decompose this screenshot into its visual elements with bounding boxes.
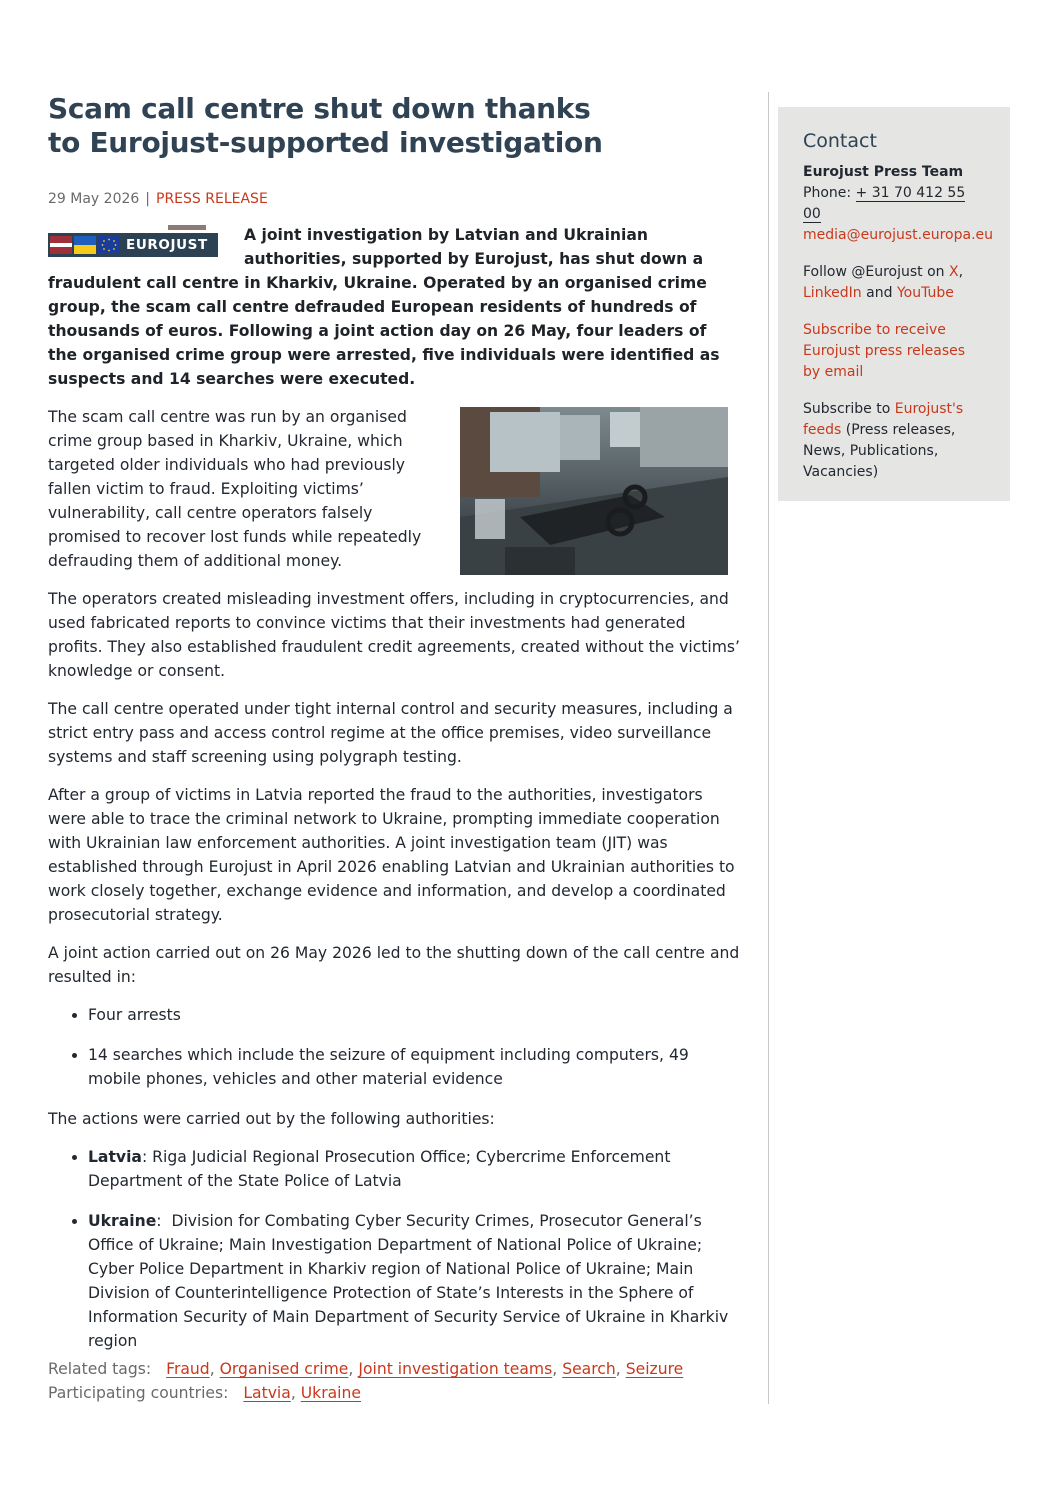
country-link[interactable]: Ukraine bbox=[300, 1384, 361, 1402]
logo-text: EUROJUST bbox=[126, 237, 208, 253]
phone-link[interactable]: + 31 70 412 55 00 bbox=[803, 185, 966, 222]
contact-sidebar bbox=[778, 107, 1010, 501]
list-item: • Latvia: Riga Judicial Regional Prosecution Office; Cybercrime Enforcement Department of the State Police of Latvia bbox=[88, 1145, 740, 1193]
youtube-link[interactable]: YouTube bbox=[896, 285, 954, 301]
eurojust-logo bbox=[48, 225, 222, 261]
sidebar-heading: Contact bbox=[803, 130, 877, 152]
country-link[interactable]: Latvia bbox=[243, 1384, 291, 1402]
vertical-divider bbox=[768, 92, 769, 1404]
related-tags-row: Related tags: Fraud, Organised crime, Joint investigation teams, Search, Seizure bbox=[48, 1360, 684, 1378]
article-meta bbox=[48, 188, 740, 210]
tag-link[interactable]: Fraud bbox=[166, 1360, 210, 1378]
article-paragraph: The operators created misleading investment offers, including in cryptocurrencies, and used fabricated reports to convince victims that their investments had generated profits. They also established fraudulent credit agreements, created without the victims’ knowledge or consent. bbox=[48, 590, 740, 680]
list-item: • Ukraine: Division for Combating Cyber Security Crimes, Prosecutor General’s Office of Ukraine; Main Investigation Department of National Police of Ukraine; Cyber Police Department in Kharkiv region of National Police of Ukraine; Main Division of Counterintelligence Protection of State’s Interests in the Sphere of Information Security of Main Department of Security Service of Ukraine in Kharkiv region bbox=[88, 1209, 740, 1353]
subscribe-email-link[interactable]: Subscribe to receive Eurojust press releases by email bbox=[803, 322, 966, 380]
article-tags bbox=[48, 1357, 748, 1405]
list-item: • Four arrests bbox=[88, 1003, 740, 1027]
article-paragraph: The scam call centre was run by an organised crime group based in Kharkiv, Ukraine, which targeted older individuals who had previously fallen victim to fraud. Exploiting victims’ vulnerability, call centre operators falsely promised to recover lost funds while repeatedly defrauding them of additional money. bbox=[48, 405, 740, 573]
tag-link[interactable]: Seizure bbox=[625, 1360, 684, 1378]
feeds-link[interactable]: Eurojust's feeds bbox=[803, 401, 964, 438]
meta-separator: | bbox=[145, 191, 151, 207]
article-paragraph: The call centre operated under tight internal control and security measures, including a strict entry pass and access control regime at the office premises, video surveillance systems and staff screening using polygraph testing. bbox=[48, 700, 733, 766]
tag-link[interactable]: Joint investigation teams bbox=[358, 1360, 553, 1378]
logo-accent-bar bbox=[168, 225, 206, 230]
list-item: • 14 searches which include the seizure of equipment including computers, 49 mobile phones, vehicles and other material evidence bbox=[88, 1043, 740, 1091]
lead-paragraph: EUROJUST A joint investigation by Latvian and Ukrainian authorities, supported by Eurojust, has shut down a fraudulent call centre in Kharkiv, Ukraine. Operated by an organised crime group, the scam call centre defrauded European residents of hundreds of thousands of euros. Following a joint action day on 26 May, four leaders of the organised crime group were arrested, five individuals were identified as suspects and 14 searches were executed. bbox=[48, 226, 720, 388]
press-team-name: Eurojust Press Team bbox=[803, 164, 964, 180]
feeds-block: Subscribe to Eurojust's feeds (Press releases, News, Publications, Vacancies) bbox=[803, 401, 964, 480]
x-link[interactable]: X bbox=[948, 264, 959, 280]
latvia-flag-icon bbox=[50, 236, 72, 254]
eu-flag-icon bbox=[98, 236, 120, 254]
email-link[interactable]: media@eurojust.europa.eu bbox=[803, 227, 994, 243]
tag-link[interactable]: Organised crime bbox=[219, 1360, 349, 1378]
page-title: Scam call centre shut down thanks to Eurojust-supported investigation bbox=[48, 92, 603, 159]
article-paragraph: A joint action carried out on 26 May 2026 led to the shutting down of the call centre and resulted in: bbox=[48, 944, 740, 986]
follow-block: Follow @Eurojust on X, LinkedIn and YouTube bbox=[803, 264, 964, 301]
results-list bbox=[48, 1003, 740, 1091]
authorities-intro: The actions were carried out by the following authorities: bbox=[48, 1110, 495, 1128]
authorities-list bbox=[48, 1145, 740, 1353]
call-centre-photo bbox=[460, 407, 728, 575]
publish-date: 29 May 2026 bbox=[48, 191, 140, 207]
ukraine-flag-icon bbox=[74, 236, 96, 254]
article-paragraph: After a group of victims in Latvia reported the fraud to the authorities, investigators were able to trace the criminal network to Ukraine, prompting immediate cooperation with Ukrainian law enforcement authorities. A joint investigation team (JIT) was established through Eurojust in April 2026 enabling Latvian and Ukrainian authorities to work closely together, exchange evidence and information, and develop a coordinated prosecutorial strategy. bbox=[48, 786, 735, 924]
tag-link[interactable]: Search bbox=[562, 1360, 616, 1378]
category-link[interactable]: PRESS RELEASE bbox=[156, 191, 268, 207]
countries-row: Participating countries: Latvia, Ukraine bbox=[48, 1384, 361, 1402]
contact-block: Eurojust Press Team Phone: + 31 70 412 55 00 media@eurojust.europa.eu bbox=[803, 164, 994, 243]
linkedin-link[interactable]: LinkedIn bbox=[803, 285, 862, 301]
article bbox=[48, 92, 740, 1369]
subscribe-block bbox=[803, 320, 986, 383]
